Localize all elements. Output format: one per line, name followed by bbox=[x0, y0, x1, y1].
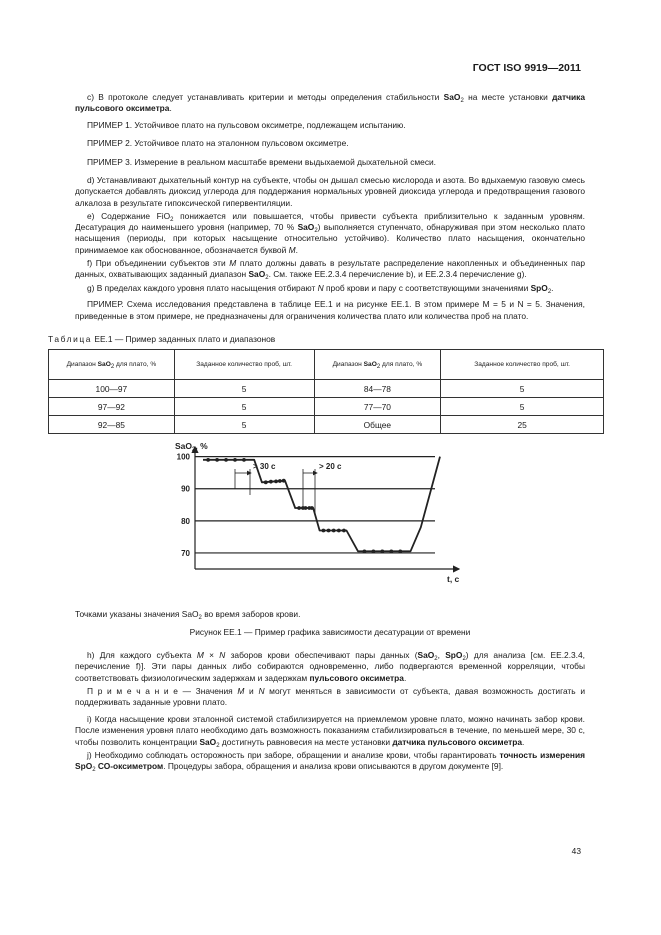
plateau-table bbox=[48, 349, 604, 434]
sample-point bbox=[371, 549, 375, 553]
header-count-2: Заданное количество проб, шт. bbox=[441, 350, 604, 380]
table-cell: 5 bbox=[174, 398, 314, 416]
header-range-2: Диапазон SaO$_2$ для плато, % bbox=[314, 350, 441, 380]
page-content bbox=[48, 92, 585, 778]
document-header: ГОСТ ISO 9919—2011 bbox=[472, 62, 581, 74]
sample-point bbox=[224, 458, 228, 462]
header-range-1: Диапазон SaO$_2$ для плато, % bbox=[49, 350, 175, 380]
sample-point bbox=[264, 480, 268, 484]
paragraph-j: j) Необходимо соблюдать осторожность при заборе, обращении и анализе крови, чтобы гарантировать точность измерения SpO$_2$ СО-оксиметром. Процедуры забора, обращения и анализа крови описываются в другом документе [9]. bbox=[75, 749, 585, 774]
figure-note: Точками указаны значения SaO$_2$ во время заборов крови. bbox=[75, 609, 301, 622]
paragraph-g: g) В пределах каждого уровня плато насыщения отбирают N проб крови и пару с соответствующими значениями SpO$_2$. bbox=[87, 282, 554, 295]
desaturation-chart bbox=[75, 439, 585, 607]
sample-point bbox=[297, 506, 301, 510]
sample-point bbox=[206, 458, 210, 462]
page-number: 43 bbox=[571, 846, 581, 856]
paragraph-i: i) Когда насыщение крови эталонной системой стабилизируется на приемлемом уровне плато, можно начинать забор крови. После изменения уровня плато необходимо дать возможность показаниям стабилизироваться в течение, по меньшей мере, 30 с, чтобы позволить концентрации SaO$_2$ достигнуть равновесия на месте установки датчика пульсового оксиметра. bbox=[75, 714, 585, 749]
table-cell: 5 bbox=[174, 416, 314, 434]
sample-point bbox=[278, 479, 282, 483]
table-caption: Таблица ЕЕ.1 — Пример заданных плато и диапазонов bbox=[48, 334, 276, 345]
desaturation-figure bbox=[75, 439, 585, 607]
sample-point bbox=[269, 480, 273, 484]
header-count-1: Заданное количество проб, шт. bbox=[174, 350, 314, 380]
example-2: ПРИМЕР 2. Устойчивое плато на эталонном пульсовом оксиметре. bbox=[87, 138, 349, 149]
y-tick-label: 100 bbox=[176, 452, 190, 462]
note-paragraph: П р и м е ч а н и е — Значения M и N могут меняться в зависимости от субъекта, давая возможность достигать и поддерживать заданные уровни плато. bbox=[75, 685, 585, 708]
table-header-row bbox=[49, 350, 604, 380]
figure-caption: Рисунок ЕЕ.1 — Пример графика зависимости десатурации от времени bbox=[189, 627, 471, 638]
table-cell: Общее bbox=[314, 416, 441, 434]
annotation-30s: > 30 с bbox=[253, 462, 276, 472]
paragraph-d: d) Устанавливают дыхательный контур на субъекте, чтобы он дышал смесью кислорода и азота. Во вдыхаемую газовую смесь допускается добавлять диоксид углерода для поддержания нормальных уровней диоксида углерода и предотвращения газового алкалоза в результате гипоксической гипервентиляции. bbox=[75, 174, 585, 208]
table-cell: 100—97 bbox=[49, 380, 175, 398]
sample-point bbox=[233, 458, 237, 462]
sample-point bbox=[274, 479, 278, 483]
table-row bbox=[49, 416, 604, 434]
example-4: ПРИМЕР. Схема исследования представлена в таблице ЕЕ.1 и на рисунке ЕЕ.1. В этом примере M = 5 и N = 5. Значения, приведенные в этом примере, не предназначены для ограничения количества плато или количества проб на плато. bbox=[75, 299, 585, 321]
sample-point bbox=[304, 506, 308, 510]
example-3: ПРИМЕР 3. Измерение в реальном масштабе времени выдыхаемой дыхательной смеси. bbox=[87, 156, 437, 167]
sample-point bbox=[322, 529, 326, 533]
sample-point bbox=[342, 529, 346, 533]
example-1: ПРИМЕР 1. Устойчивое плато на пульсовом оксиметре, подлежащем испытанию. bbox=[87, 120, 406, 131]
table-cell: 5 bbox=[174, 380, 314, 398]
x-axis-label: t, c bbox=[447, 574, 460, 585]
sample-point bbox=[363, 549, 367, 553]
paragraph-e: e) Содержание FiO$_2$ понижается или повышается, чтобы привести субъекта приблизительно к заданным уровням. Десатурация до наименьшего уровня (например, 70 % SaO$_2$) выполняется ступенчато, обнаруживая при этом несколько плато насыщения (периоды, при которых насыщение относительно устойчиво). Количество плато насыщения, окончательно принимаемое как обоснованное, обозначается буквой M. bbox=[75, 210, 585, 255]
y-tick-label: 80 bbox=[181, 516, 190, 526]
table-cell: 97—92 bbox=[49, 398, 175, 416]
table-cell: 5 bbox=[441, 380, 604, 398]
table-cell: 84—78 bbox=[314, 380, 441, 398]
paragraph-h: h) Для каждого субъекта M × N заборов крови обеспечивают пары данных (SaO$_2$, SpO$_2$) для анализа [см. EE.2.3.4, перечисление f)]. Эти пары данных либо собираются одновременно, либо подвергаются временной корреляции, чтобы соответствовать физиологическим задержкам и задержкам пульсового оксиметра. bbox=[75, 650, 585, 683]
y-tick-label: 90 bbox=[181, 484, 190, 494]
sample-point bbox=[242, 458, 246, 462]
sample-point bbox=[215, 458, 219, 462]
table-cell: 5 bbox=[441, 398, 604, 416]
sample-point bbox=[310, 506, 314, 510]
table-row bbox=[49, 380, 604, 398]
paragraph-c: с) В протоколе следует устанавливать критерии и методы определения стабильности SaO$_2$ на месте установки датчика пульсового оксиметра. bbox=[75, 92, 585, 114]
table-cell: 25 bbox=[441, 416, 604, 434]
sample-point bbox=[332, 529, 336, 533]
sample-point bbox=[398, 549, 402, 553]
y-axis-label: SaO$_2$, % bbox=[175, 441, 208, 454]
paragraph-f: f) При объединении субъектов эти M плато должны давать в результате распределение накопленных и объединенных пар данных, охватывающих заданный диапазон SaO$_2$. См. также EE.2.3.4 перечисление b), и EE.2.3.4 перечисление g). bbox=[75, 258, 585, 282]
y-tick-label: 70 bbox=[181, 548, 190, 558]
sample-point bbox=[389, 549, 393, 553]
table-cell: 92—85 bbox=[49, 416, 175, 434]
sample-point bbox=[337, 529, 341, 533]
annotation-20s: > 20 с bbox=[319, 462, 342, 472]
table-row bbox=[49, 398, 604, 416]
sample-point bbox=[380, 549, 384, 553]
sample-point bbox=[327, 529, 331, 533]
table-cell: 77—70 bbox=[314, 398, 441, 416]
sample-point bbox=[282, 479, 286, 483]
